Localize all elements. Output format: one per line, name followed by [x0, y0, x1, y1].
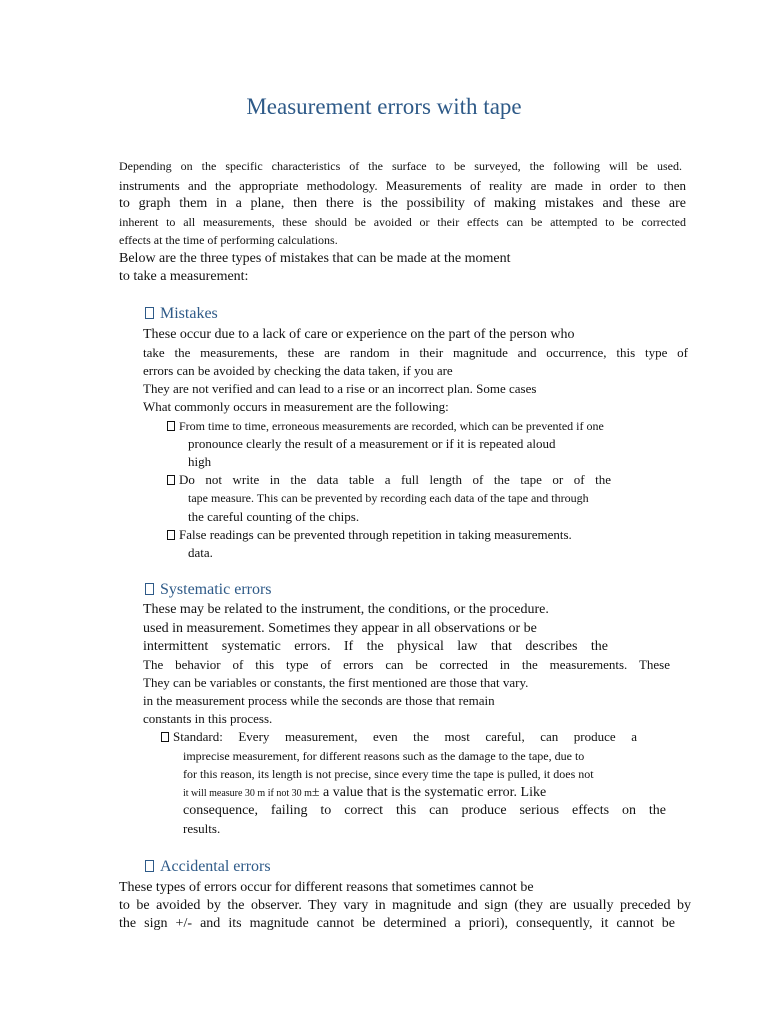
- accidental-line-2: to be avoided by the observer. They vary in magnitude and sign (they are usually preceded by: [119, 898, 691, 913]
- checkbox-icon: [167, 530, 175, 540]
- systematic-line-4: The behavior of this type of errors can be corrected in the measurements. These: [143, 657, 670, 672]
- systematic-line-6: in the measurement process while the seconds are those that remain: [143, 693, 495, 708]
- systematic-bullet-line-5: consequence, failing to correct this can produce serious effects on the: [183, 803, 666, 818]
- systematic-heading: Systematic errors: [145, 579, 272, 601]
- intro-line-6: Below are the three types of mistakes that can be made at the moment: [119, 251, 511, 266]
- intro-line-4: inherent to all measurements, these should be avoided or their effects can be attempted to be corrected: [119, 215, 686, 229]
- accidental-line-3: the sign +/- and its magnitude cannot be determined a priori), consequently, it cannot be: [119, 916, 675, 931]
- intro-line-3: to graph them in a plane, then there is the possibility of making mistakes and these are: [119, 196, 686, 211]
- systematic-line-7: constants in this process.: [143, 711, 273, 726]
- mistakes-bullet-1-line-2: pronounce clearly the result of a measurement or if it is repeated aloud: [188, 436, 556, 451]
- accidental-heading: Accidental errors: [145, 856, 271, 878]
- systematic-line-2: used in measurement. Sometimes they appear in all observations or be: [143, 621, 537, 636]
- mistakes-line-4: They are not verified and can lead to a rise or an incorrect plan. Some cases: [143, 381, 537, 396]
- mistakes-heading: Mistakes: [145, 303, 218, 325]
- checkbox-icon: [167, 475, 175, 485]
- mistakes-bullet-1-line-1: From time to time, erroneous measurements are recorded, which can be prevented if one: [167, 417, 604, 435]
- mistakes-bullet-1-line-3: high: [188, 454, 212, 469]
- intro-line-1: Depending on the specific characteristics of the surface to be surveyed, the following will be used.: [119, 159, 682, 173]
- systematic-line-1: These may be related to the instrument, the conditions, or the procedure.: [143, 602, 549, 617]
- systematic-bullet-line-6: results.: [183, 821, 221, 836]
- document-title: Measurement errors with tape: [246, 94, 522, 119]
- mistakes-bullet-3-line-1: False readings can be prevented through repetition in taking measurements.: [167, 526, 572, 544]
- systematic-bullet-line-4: it will measure 30 m if not 30 m± a value that is the systematic error. Like: [183, 785, 547, 800]
- mistakes-line-1: These occur due to a lack of care or experience on the part of the person who: [143, 327, 575, 342]
- intro-line-2: instruments and the appropriate methodology. Measurements of reality are made in order to then: [119, 178, 686, 193]
- checkbox-icon: [145, 307, 154, 319]
- mistakes-bullet-2-line-3: the careful counting of the chips.: [188, 509, 360, 524]
- systematic-bullet-line-2: imprecise measurement, for different reasons such as the damage to the tape, due to: [183, 749, 585, 763]
- checkbox-icon: [145, 583, 154, 595]
- intro-line-5: effects at the time of performing calculations.: [119, 233, 338, 247]
- checkbox-icon: [167, 421, 175, 431]
- mistakes-line-2: take the measurements, these are random in their magnitude and occurrence, this type of: [143, 345, 688, 360]
- mistakes-bullet-2-line-1: Do not write in the data table a full length of the tape or of the: [167, 471, 611, 489]
- mistakes-bullet-2-line-2: tape measure. This can be prevented by recording each data of the tape and through: [188, 491, 589, 505]
- mistakes-line-3: errors can be avoided by checking the data taken, if you are: [143, 363, 453, 378]
- checkbox-icon: [145, 860, 154, 872]
- mistakes-bullet-3-line-2: data.: [188, 545, 213, 560]
- checkbox-icon: [161, 732, 169, 742]
- systematic-line-3: intermittent systematic errors. If the physical law that describes the: [143, 639, 608, 654]
- systematic-bullet-line-3: for this reason, its length is not precise, since every time the tape is pulled, it does not: [183, 767, 594, 781]
- intro-line-7: to take a measurement:: [119, 269, 249, 284]
- accidental-line-1: These types of errors occur for different reasons that sometimes cannot be: [119, 880, 534, 895]
- systematic-bullet-line-1: Standard: Every measurement, even the most careful, can produce a: [161, 728, 637, 746]
- systematic-line-5: They can be variables or constants, the first mentioned are those that vary.: [143, 675, 529, 690]
- mistakes-line-5: What commonly occurs in measurement are the following:: [143, 399, 449, 414]
